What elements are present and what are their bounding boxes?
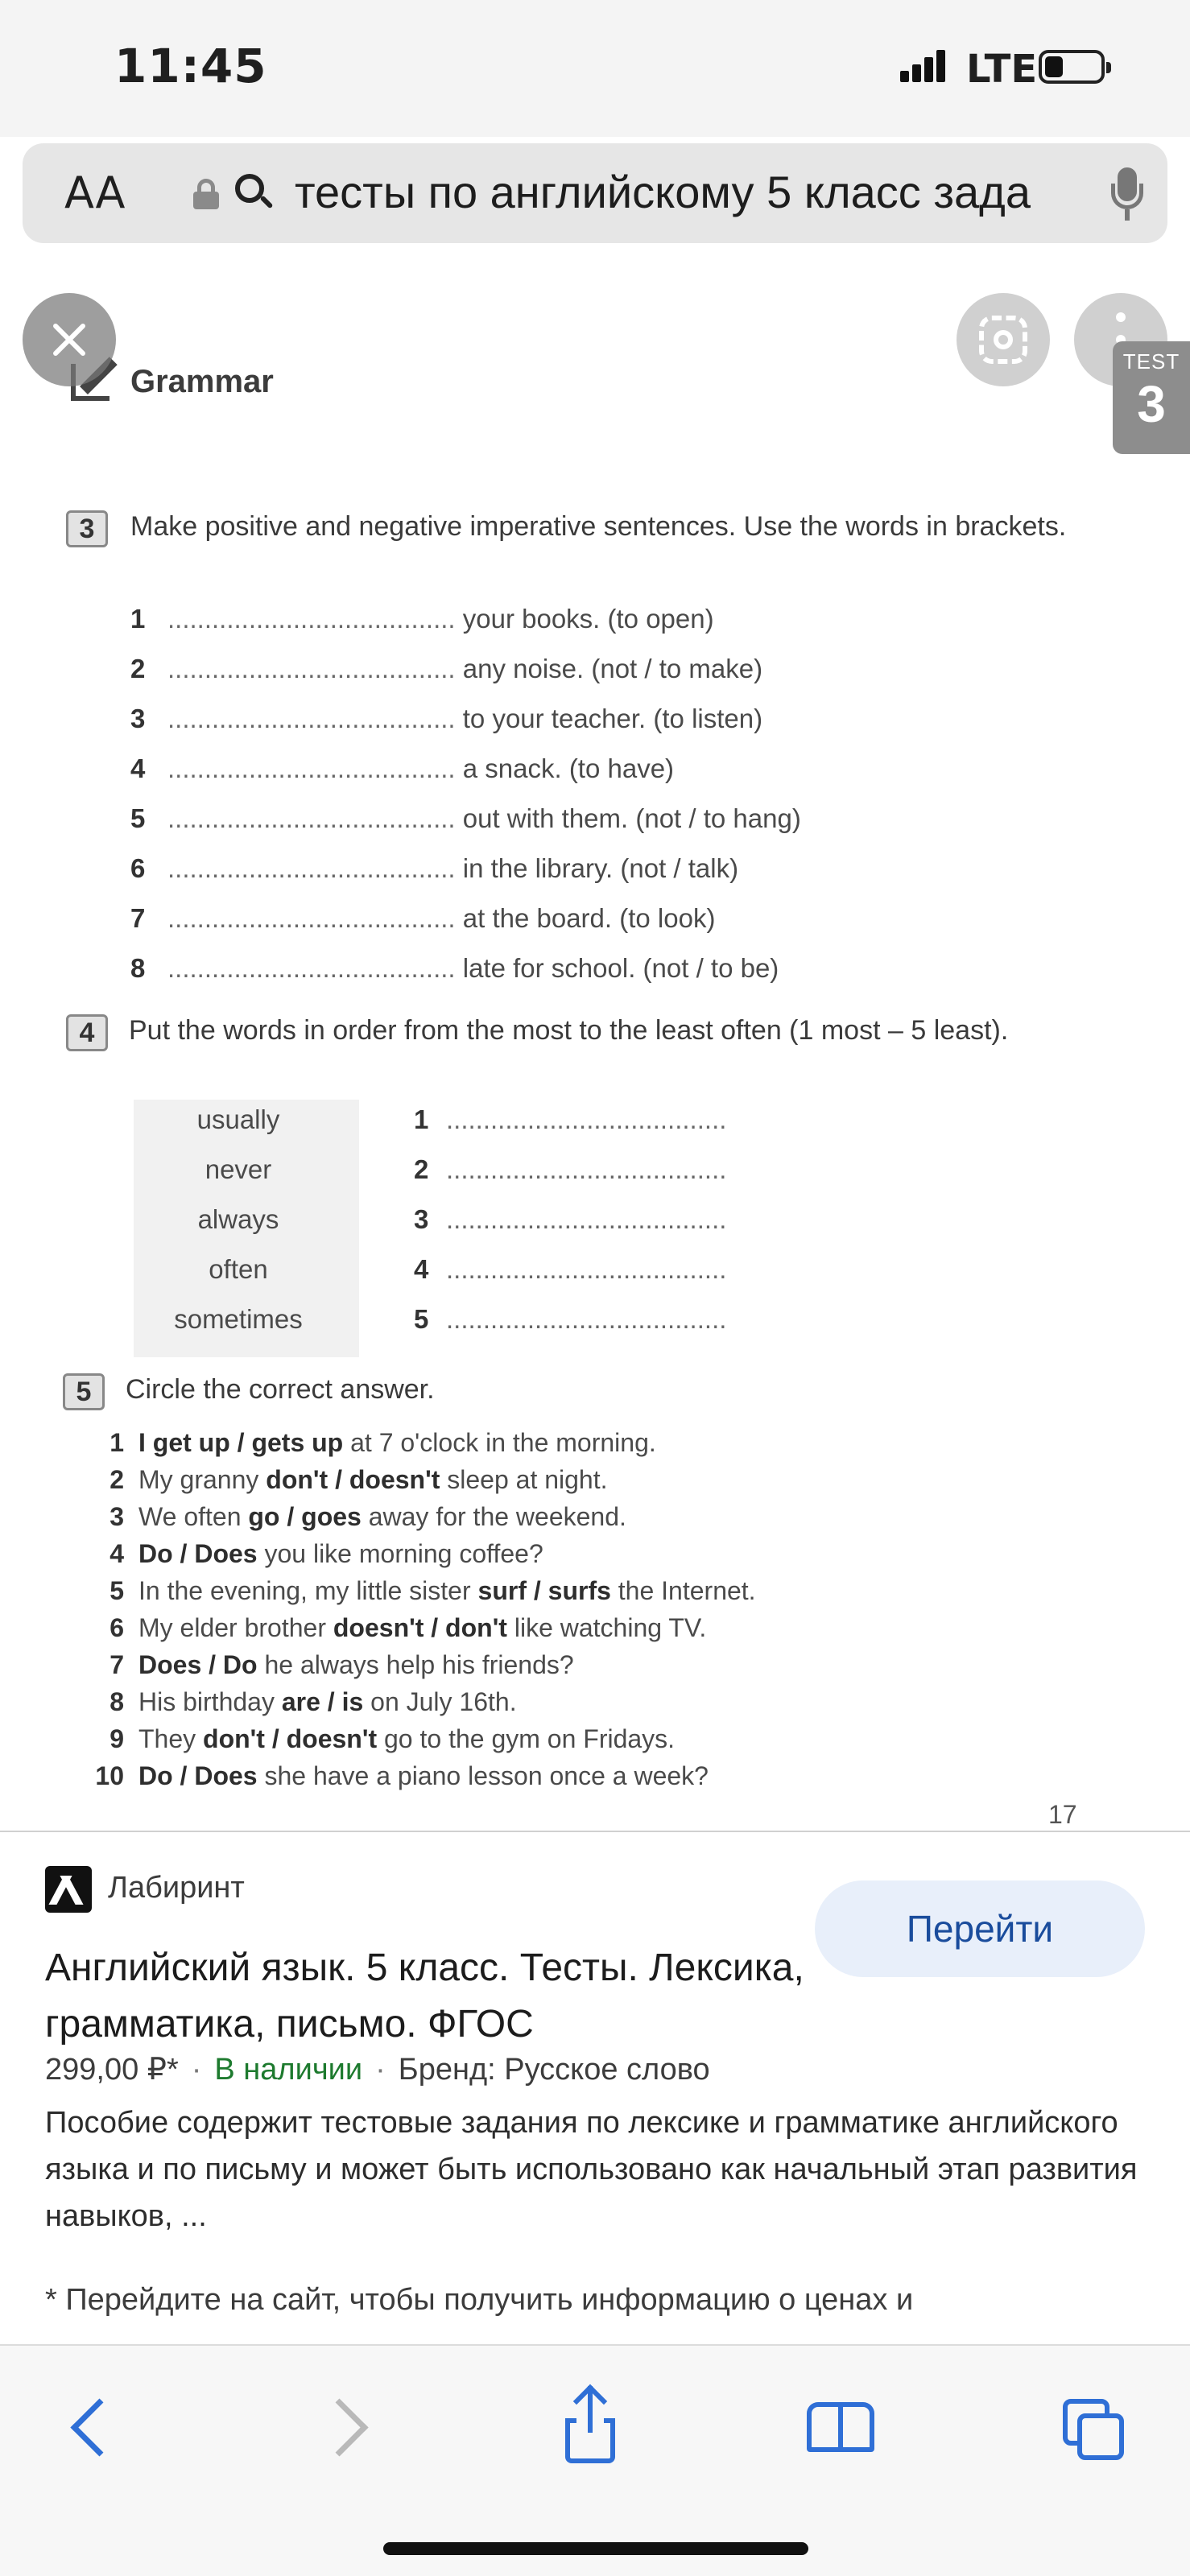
exercise-item: 6 ....................................... in the library. (not / talk) xyxy=(130,853,739,883)
result-description: Пособие содержит тестовые задания по лексике и грамматике английского языка и по письму и может быть использовано как начальный этап развития навыков, ... xyxy=(45,2106,1138,2233)
text-size-button[interactable]: AA xyxy=(64,167,126,218)
bookmarks-icon[interactable] xyxy=(805,2391,878,2463)
answer-item: 3 We often go / goes away for the weekend. xyxy=(109,1502,626,1531)
exercise-item: 2 ....................................... any noise. (not / to make) xyxy=(130,654,763,683)
exercise-number: 4 xyxy=(66,1014,108,1051)
brand: Бренд: Русское слово xyxy=(398,2053,710,2087)
exercise-item: 8 ....................................... late for school. (not / to be) xyxy=(130,953,779,983)
lock-icon xyxy=(193,179,219,208)
status-bar xyxy=(0,0,1190,218)
exercise-instruction: Put the words in order from the most to the least often (1 most – 5 least). xyxy=(129,1015,1009,1046)
search-result[interactable] xyxy=(0,1834,1190,2349)
exercise-item: 4 ....................................... a snack. (to have) xyxy=(130,753,675,783)
go-button[interactable]: Перейти xyxy=(815,1880,1145,1977)
exercise-item: 7 ....................................... at the board. (to look) xyxy=(130,903,716,933)
answer-item: 8 His birthday are / is on July 16th. xyxy=(109,1687,517,1716)
exercise-number: 5 xyxy=(63,1373,105,1410)
order-slot: 3 ...................................... xyxy=(414,1204,727,1234)
order-slot: 4 ...................................... xyxy=(414,1254,727,1284)
back-icon[interactable] xyxy=(53,2391,126,2463)
address-bar[interactable] xyxy=(23,143,1167,243)
answer-item: 2 My granny don't / doesn't sleep at night. xyxy=(109,1465,608,1494)
exercise-item: 1 ....................................... your books. (to open) xyxy=(130,604,714,634)
site-name[interactable]: Лабиринт xyxy=(108,1871,245,1905)
order-slot: 1 ...................................... xyxy=(414,1104,727,1134)
clock: 11:45 xyxy=(114,39,267,93)
word-item: always xyxy=(197,1204,279,1234)
answer-item: 10 Do / Does she have a piano lesson once a week? xyxy=(95,1761,709,1790)
answer-item: 6 My elder brother doesn't / don't like watching TV. xyxy=(109,1613,707,1642)
order-slot: 5 ...................................... xyxy=(414,1304,727,1334)
network-label: LTE xyxy=(966,47,1038,92)
microphone-icon[interactable] xyxy=(1109,167,1145,221)
image-viewer xyxy=(0,272,1190,1829)
exercise-item: 3 ....................................... to your teacher. (to listen) xyxy=(130,704,763,733)
signal-icon xyxy=(900,50,947,82)
answer-item: 9 They don't / doesn't go to the gym on Fridays. xyxy=(109,1724,676,1753)
price: 299,00 ₽* xyxy=(45,2053,179,2087)
result-note: * Перейдите на сайт, чтобы получить информацию о ценах и xyxy=(45,2283,914,2317)
answer-item: 5 In the evening, my little sister surf / surfs the Internet. xyxy=(109,1576,756,1605)
labirint-logo-icon xyxy=(45,1866,92,1913)
exercise-number: 3 xyxy=(66,510,108,547)
answer-item: 7 Does / Do he always help his friends? xyxy=(109,1650,574,1679)
exercise-instruction: Circle the correct answer. xyxy=(126,1374,435,1405)
search-icon xyxy=(235,174,272,211)
home-indicator xyxy=(383,2542,808,2555)
answer-item: 1 I get up / gets up at 7 o'clock in the morning. xyxy=(109,1428,656,1457)
battery-icon xyxy=(1039,50,1105,84)
search-query[interactable]: тесты по английскому 5 класс зада xyxy=(295,167,1031,217)
exercise-item: 5 ....................................... out with them. (not / to hang) xyxy=(130,803,801,833)
availability: В наличии xyxy=(214,2053,363,2087)
tabs-icon[interactable] xyxy=(1060,2391,1132,2463)
section-title: Grammar xyxy=(130,364,274,399)
word-item: never xyxy=(205,1154,272,1184)
close-button[interactable] xyxy=(23,293,116,386)
result-title[interactable]: Английский язык. 5 класс. Тесты. Лексика, грамматика, письмо. ФГОС xyxy=(45,1946,804,2046)
exercise-instruction: Make positive and negative imperative sentences. Use the words in brackets. xyxy=(130,511,1067,542)
word-item: often xyxy=(209,1254,268,1284)
lens-button[interactable] xyxy=(957,293,1050,386)
order-slot: 2 ...................................... xyxy=(414,1154,727,1184)
answer-item: 4 Do / Does you like morning coffee? xyxy=(109,1539,543,1568)
word-item: sometimes xyxy=(174,1304,303,1334)
bottom-toolbar xyxy=(0,2344,1190,2576)
word-item: usually xyxy=(196,1104,280,1134)
divider xyxy=(0,1831,1190,1832)
result-meta: 299,00 ₽* · В наличии · Бренд: Русское слово xyxy=(45,2053,710,2087)
forward-icon[interactable] xyxy=(311,2391,383,2463)
page-number: 17 xyxy=(1048,1800,1077,1829)
share-icon[interactable] xyxy=(554,2391,626,2463)
test-tab: TEST 3 xyxy=(1113,341,1190,454)
